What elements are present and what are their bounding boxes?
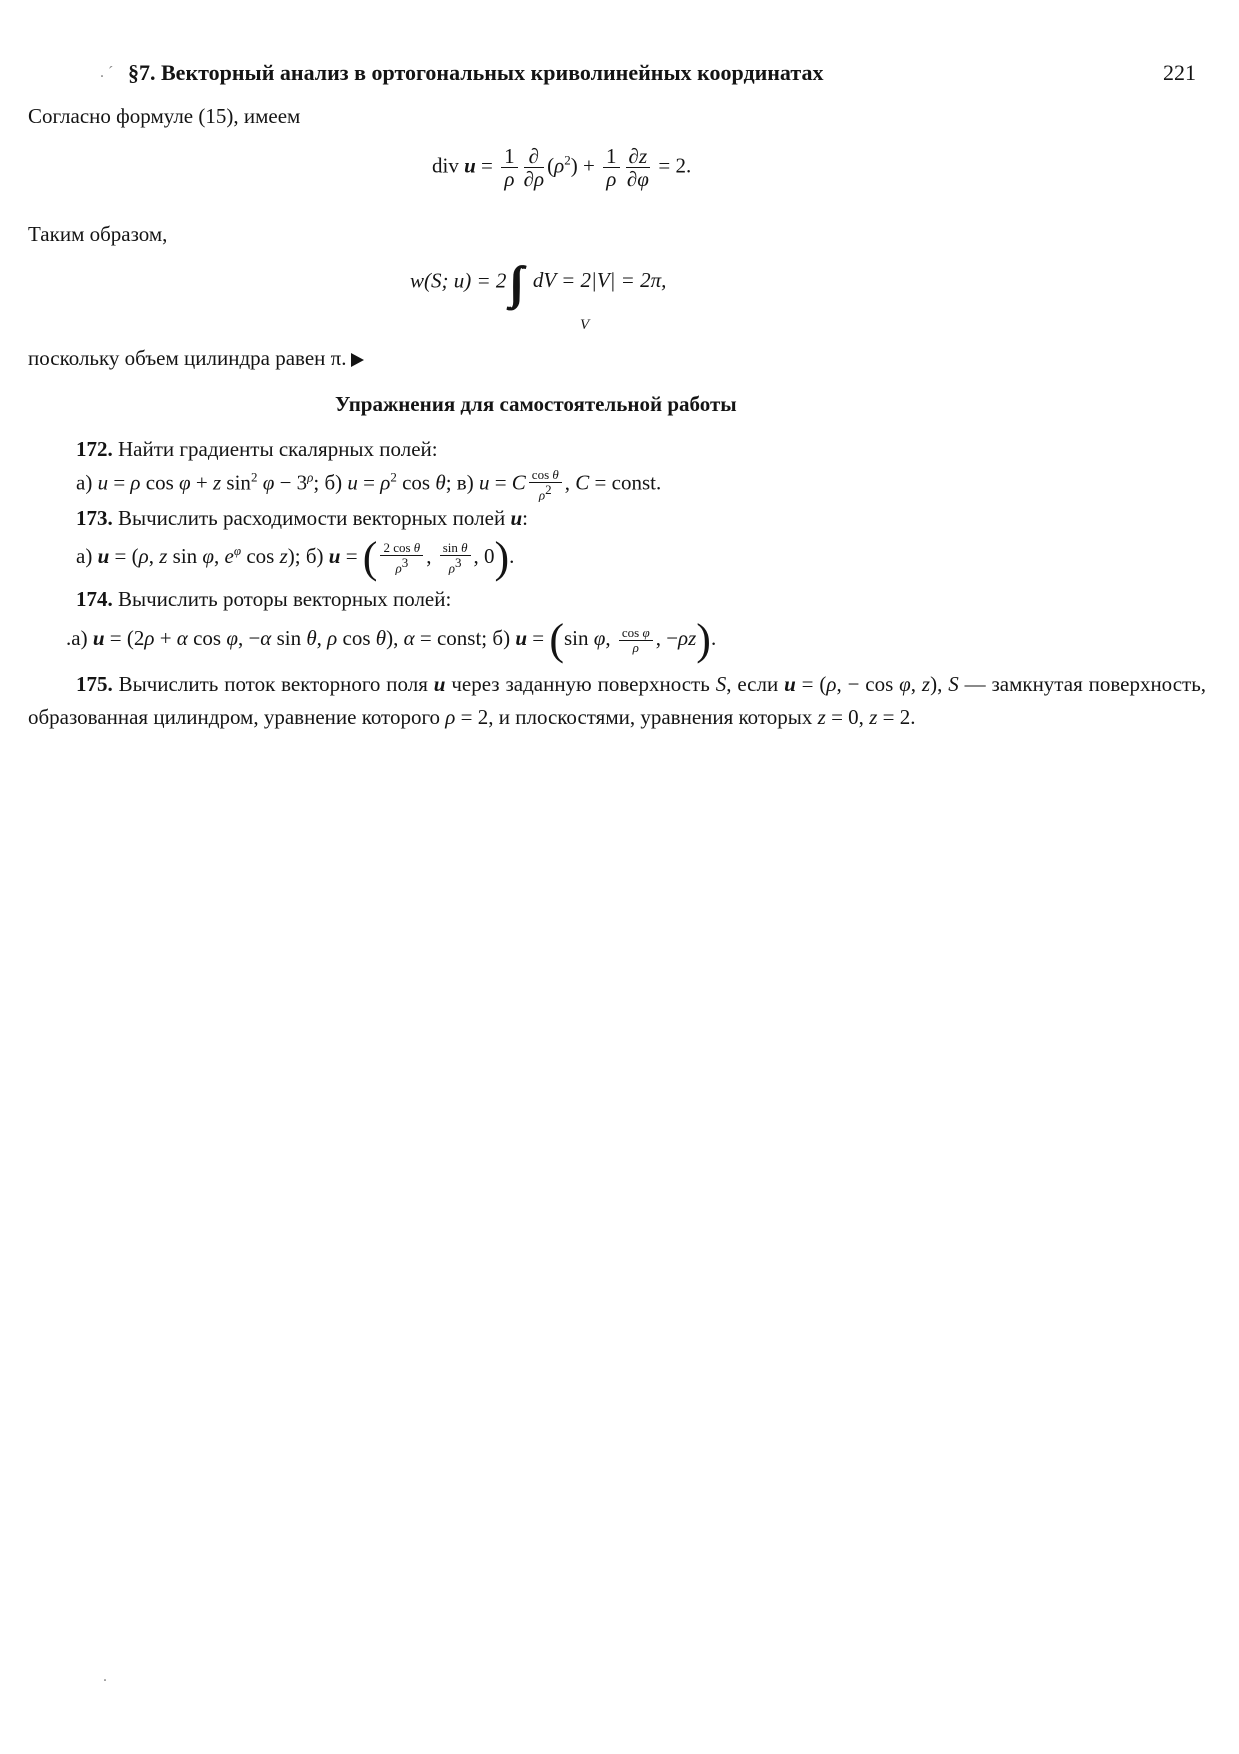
intro-text: Согласно формуле (15), имеем: [28, 104, 301, 128]
flux-formula: [410, 256, 666, 309]
exercise-text: Найти градиенты скалярных полей:: [118, 437, 438, 461]
flux-lhs: w(S; u) = 2: [410, 268, 507, 293]
exercise-175: 175. Вычислить поток векторного поля u через заданную поверхность S, если u = (ρ, − cos φ, z), S — замкнутая поверхность, образованная цилиндром, уравнение которого ρ = 2, и плоскостями, уравнения которых z = 0, z = 2.: [28, 672, 1207, 729]
exercise-number: 173.: [76, 506, 113, 530]
exercise-172-items: а) u = ρ cos φ + z $\sin^2 \varphi - 3^\rho$; б) $u = \rho^2$ cos θ; в) u = C $\frac{\text{cos θ}}{\rho^2}$ , C = const.: [76, 467, 662, 502]
exercise-text: Вычислить роторы векторных полей:: [118, 587, 452, 611]
exercise-173: 173. Вычислить расходимости векторных полей u:: [76, 506, 528, 530]
exercise-173-items: а) u = (ρ, z sin φ, $e^\varphi$ cos z); б) u = ( $\frac{\text{2 cos θ}}{\rho^3}$ , $\frac{\text{sin θ}}{\rho^3}$ , 0).: [76, 533, 515, 582]
exercise-number: 174.: [76, 587, 113, 611]
exercise-number: 172.: [76, 437, 113, 461]
end-of-proof-icon: [351, 353, 364, 367]
exercise-text: Вычислить расходимости векторных полей: [118, 506, 506, 530]
exercise-174-items: .а) u = (2ρ + α cos φ, −α sin θ, ρ cos θ), α = const; б) u = (sin φ, $\frac{\text{cos φ}}{\rho}$ , −ρz).: [66, 615, 717, 664]
scan-mark: . ´: [100, 64, 114, 81]
exercise-text: и плоскостями, уравнения которых: [498, 705, 813, 729]
exercise-172: [76, 437, 438, 462]
exercise-text: если: [737, 672, 779, 696]
div-operator: div: [432, 153, 459, 178]
since-sentence: поскольку объем цилиндра равен π.: [28, 346, 347, 370]
divergence-formula: div u = $\frac{1}{\rho}$ $\frac{\partial}{\partial\rho}$ $(\rho^2)$ + $\frac{1}{\rho}$ $\frac{\partial z}{\partial\varphi}$ = 2.: [432, 144, 692, 192]
thus-text: Таким образом,: [28, 222, 168, 246]
since-text: [28, 346, 364, 371]
exercise-text: — замкнутая поверхность, образованная цилиндром, уравнение которого: [28, 672, 1207, 729]
page-number: 221: [1163, 60, 1196, 85]
exercise-number: 175.: [76, 672, 113, 696]
exercise-text: Вычислить поток векторного поля: [118, 672, 428, 696]
running-title: §7. Векторный анализ в ортогональных криволинейных координатах: [128, 60, 824, 85]
section-title: Упражнения для самостоятельной работы: [335, 392, 737, 416]
scan-speck: .: [103, 1668, 107, 1685]
integral-domain: V: [580, 317, 590, 333]
flux-rhs: dV = 2|V| = 2π,: [532, 268, 667, 293]
exercise-text: через заданную поверхность: [451, 672, 710, 696]
exercise-174: [76, 587, 451, 612]
divergence-result: = 2.: [658, 153, 692, 178]
